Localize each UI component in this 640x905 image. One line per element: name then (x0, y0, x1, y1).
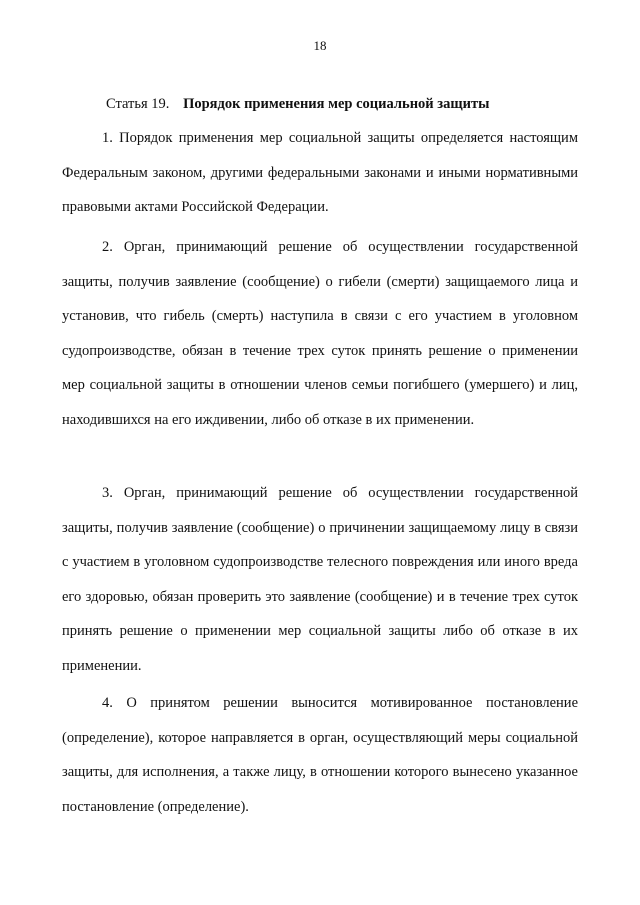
paragraph-2: 2. Орган, принимающий решение об осуществлении государственной защиты, получив заявление (сообщение) о гибели (смерти) защищаемого лица и установив, что гибель (смерть) наступила в связи с его участием в уголовном судопроизводстве, обязан в течение трех суток принять решение о применении мер социальной защиты в отношении членов семьи погибшего (умершего) и лиц, находившихся на его иждивении, либо об отказе в их применении. (62, 239, 578, 428)
article-title: Порядок применения мер социальной защиты (183, 96, 490, 112)
paragraph-4: 4. О принятом решении выносится мотивированное постановление (определение), которое направляется в орган, осуществляющий меры социальной защиты, для исполнения, а также лицу, в отношении которого вынесено указанное постановление (определение). (62, 695, 578, 815)
paragraph-1: 1. Порядок применения мер социальной защиты определяется настоящим Федеральным законом, другими федеральными законами и иными нормативными правовыми актами Российской Федерации. (62, 130, 578, 215)
page-number: 18 (313, 38, 327, 53)
paragraph-3: 3. Орган, принимающий решение об осуществлении государственной защиты, получив заявление (сообщение) о причинении защищаемому лицу в связи с участием в уголовном судопроизводстве телесного повреждения или иного вреда его здоровью, обязан проверить это заявление (сообщение) и в течение трех суток принять решение о применении мер социальной защиты либо об отказе в их применении. (62, 485, 578, 674)
article-heading (106, 91, 586, 117)
article-label: Статья 19. (106, 96, 170, 112)
